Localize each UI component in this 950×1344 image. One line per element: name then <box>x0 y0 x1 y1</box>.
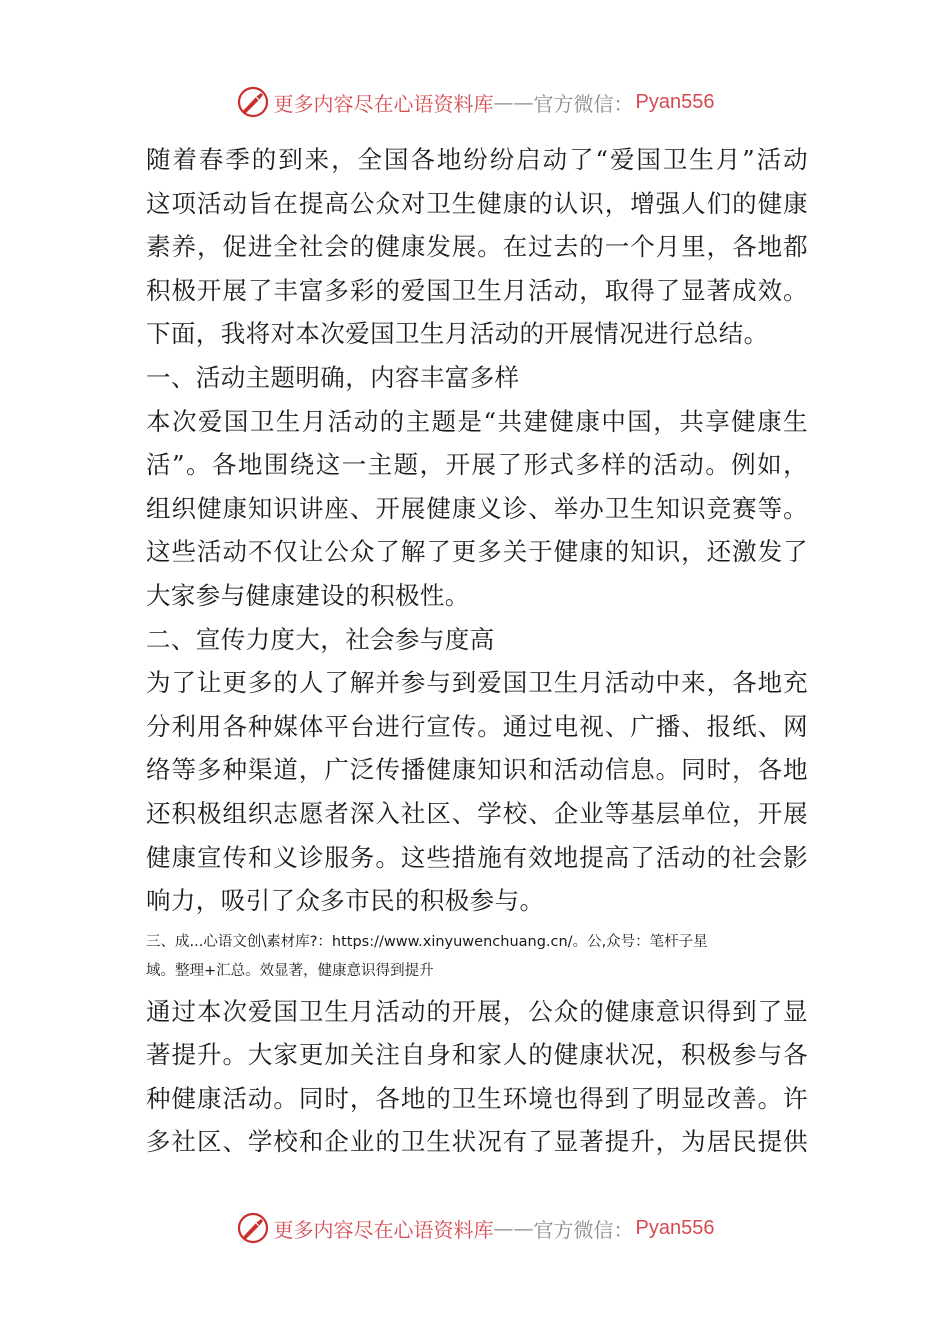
document-body <box>146 138 808 1164</box>
footer-banner <box>0 1208 950 1248</box>
paragraph-line: 响力，吸引了众多市民的积极参与。 <box>146 886 545 916</box>
paragraph-line: 随着春季的到来，全国各地纷纷启动了“爱国卫生月”活动 <box>146 145 808 174</box>
paragraph-line: 这项活动旨在提高公众对卫生健康的认识，增强人们的健康 <box>146 188 808 218</box>
paragraph-line: 种健康活动。同时，各地的卫生环境也得到了明显改善。许 <box>146 1083 808 1113</box>
paragraph-line: 素养，促进全社会的健康发展。在过去的一个月里，各地都 <box>146 232 808 262</box>
header-banner <box>0 82 950 122</box>
paragraph-line: 还积极组织志愿者深入社区、学校、企业等基层单位，开展 <box>146 798 808 828</box>
pen-logo-icon <box>236 85 270 119</box>
paragraph-line: 分利用各种媒体平台进行宣传。通过电视、广播、报纸、网 <box>146 711 808 741</box>
paragraph-line: 组织健康知识讲座、开展健康义诊、举办卫生知识竞赛等。 <box>146 493 808 523</box>
banner-wechat-id: Pyan556 <box>635 1216 715 1239</box>
section-heading-3-line1: 三、成...心语文创\素材库?：https://www.xinyuwenchuang.cn/。公,众号：笔杆子星 <box>146 933 708 950</box>
pen-logo-icon <box>236 1211 270 1245</box>
banner-official: 官方微信： <box>533 91 634 116</box>
paragraph-line: 著提升。大家更加关注自身和家人的健康状况，积极参与各 <box>146 1040 808 1070</box>
banner-text: 更多内容尽在心语资料库 <box>273 1217 494 1242</box>
paragraph-line: 络等多种渠道，广泛传播健康知识和活动信息。同时，各地 <box>146 755 808 785</box>
paragraph-line: 本次爱国卫生月活动的主题是“共建健康中国，共享健康生 <box>146 406 808 436</box>
paragraph-line: 通过本次爱国卫生月活动的开展，公众的健康意识得到了显 <box>146 996 808 1026</box>
paragraph-line: 多社区、学校和企业的卫生状况有了显著提升，为居民提供 <box>146 1127 808 1157</box>
paragraph-line: 为了让更多的人了解并参与到爱国卫生月活动中来，各地充 <box>146 668 808 698</box>
paragraph-line: 积极开展了丰富多彩的爱国卫生月活动，取得了显著成效。 <box>146 275 808 305</box>
banner-dash: —— <box>493 90 534 114</box>
section-heading-1: 一、活动主题明确，内容丰富多样 <box>146 362 520 392</box>
section-heading-3-line2: 域。整理+汇总。效显著，健康意识得到提升 <box>146 962 434 979</box>
paragraph-line: 健康宣传和义诊服务。这些措施有效地提高了活动的社会影 <box>146 842 808 872</box>
banner-dash: —— <box>493 1216 534 1240</box>
paragraph-line: 这些活动不仅让公众了解了更多关于健康的知识，还激发了 <box>146 537 808 567</box>
banner-wechat-id: Pyan556 <box>635 90 715 113</box>
section-heading-2: 二、宣传力度大，社会参与度高 <box>146 624 495 654</box>
paragraph-line: 下面，我将对本次爱国卫生月活动的开展情况进行总结。 <box>146 319 769 349</box>
banner-official: 官方微信： <box>533 1217 634 1242</box>
banner-text: 更多内容尽在心语资料库 <box>273 91 494 116</box>
paragraph-line: 活”。各地围绕这一主题，开展了形式多样的活动。例如， <box>146 450 808 480</box>
paragraph-line: 大家参与健康建设的积极性。 <box>146 580 470 610</box>
